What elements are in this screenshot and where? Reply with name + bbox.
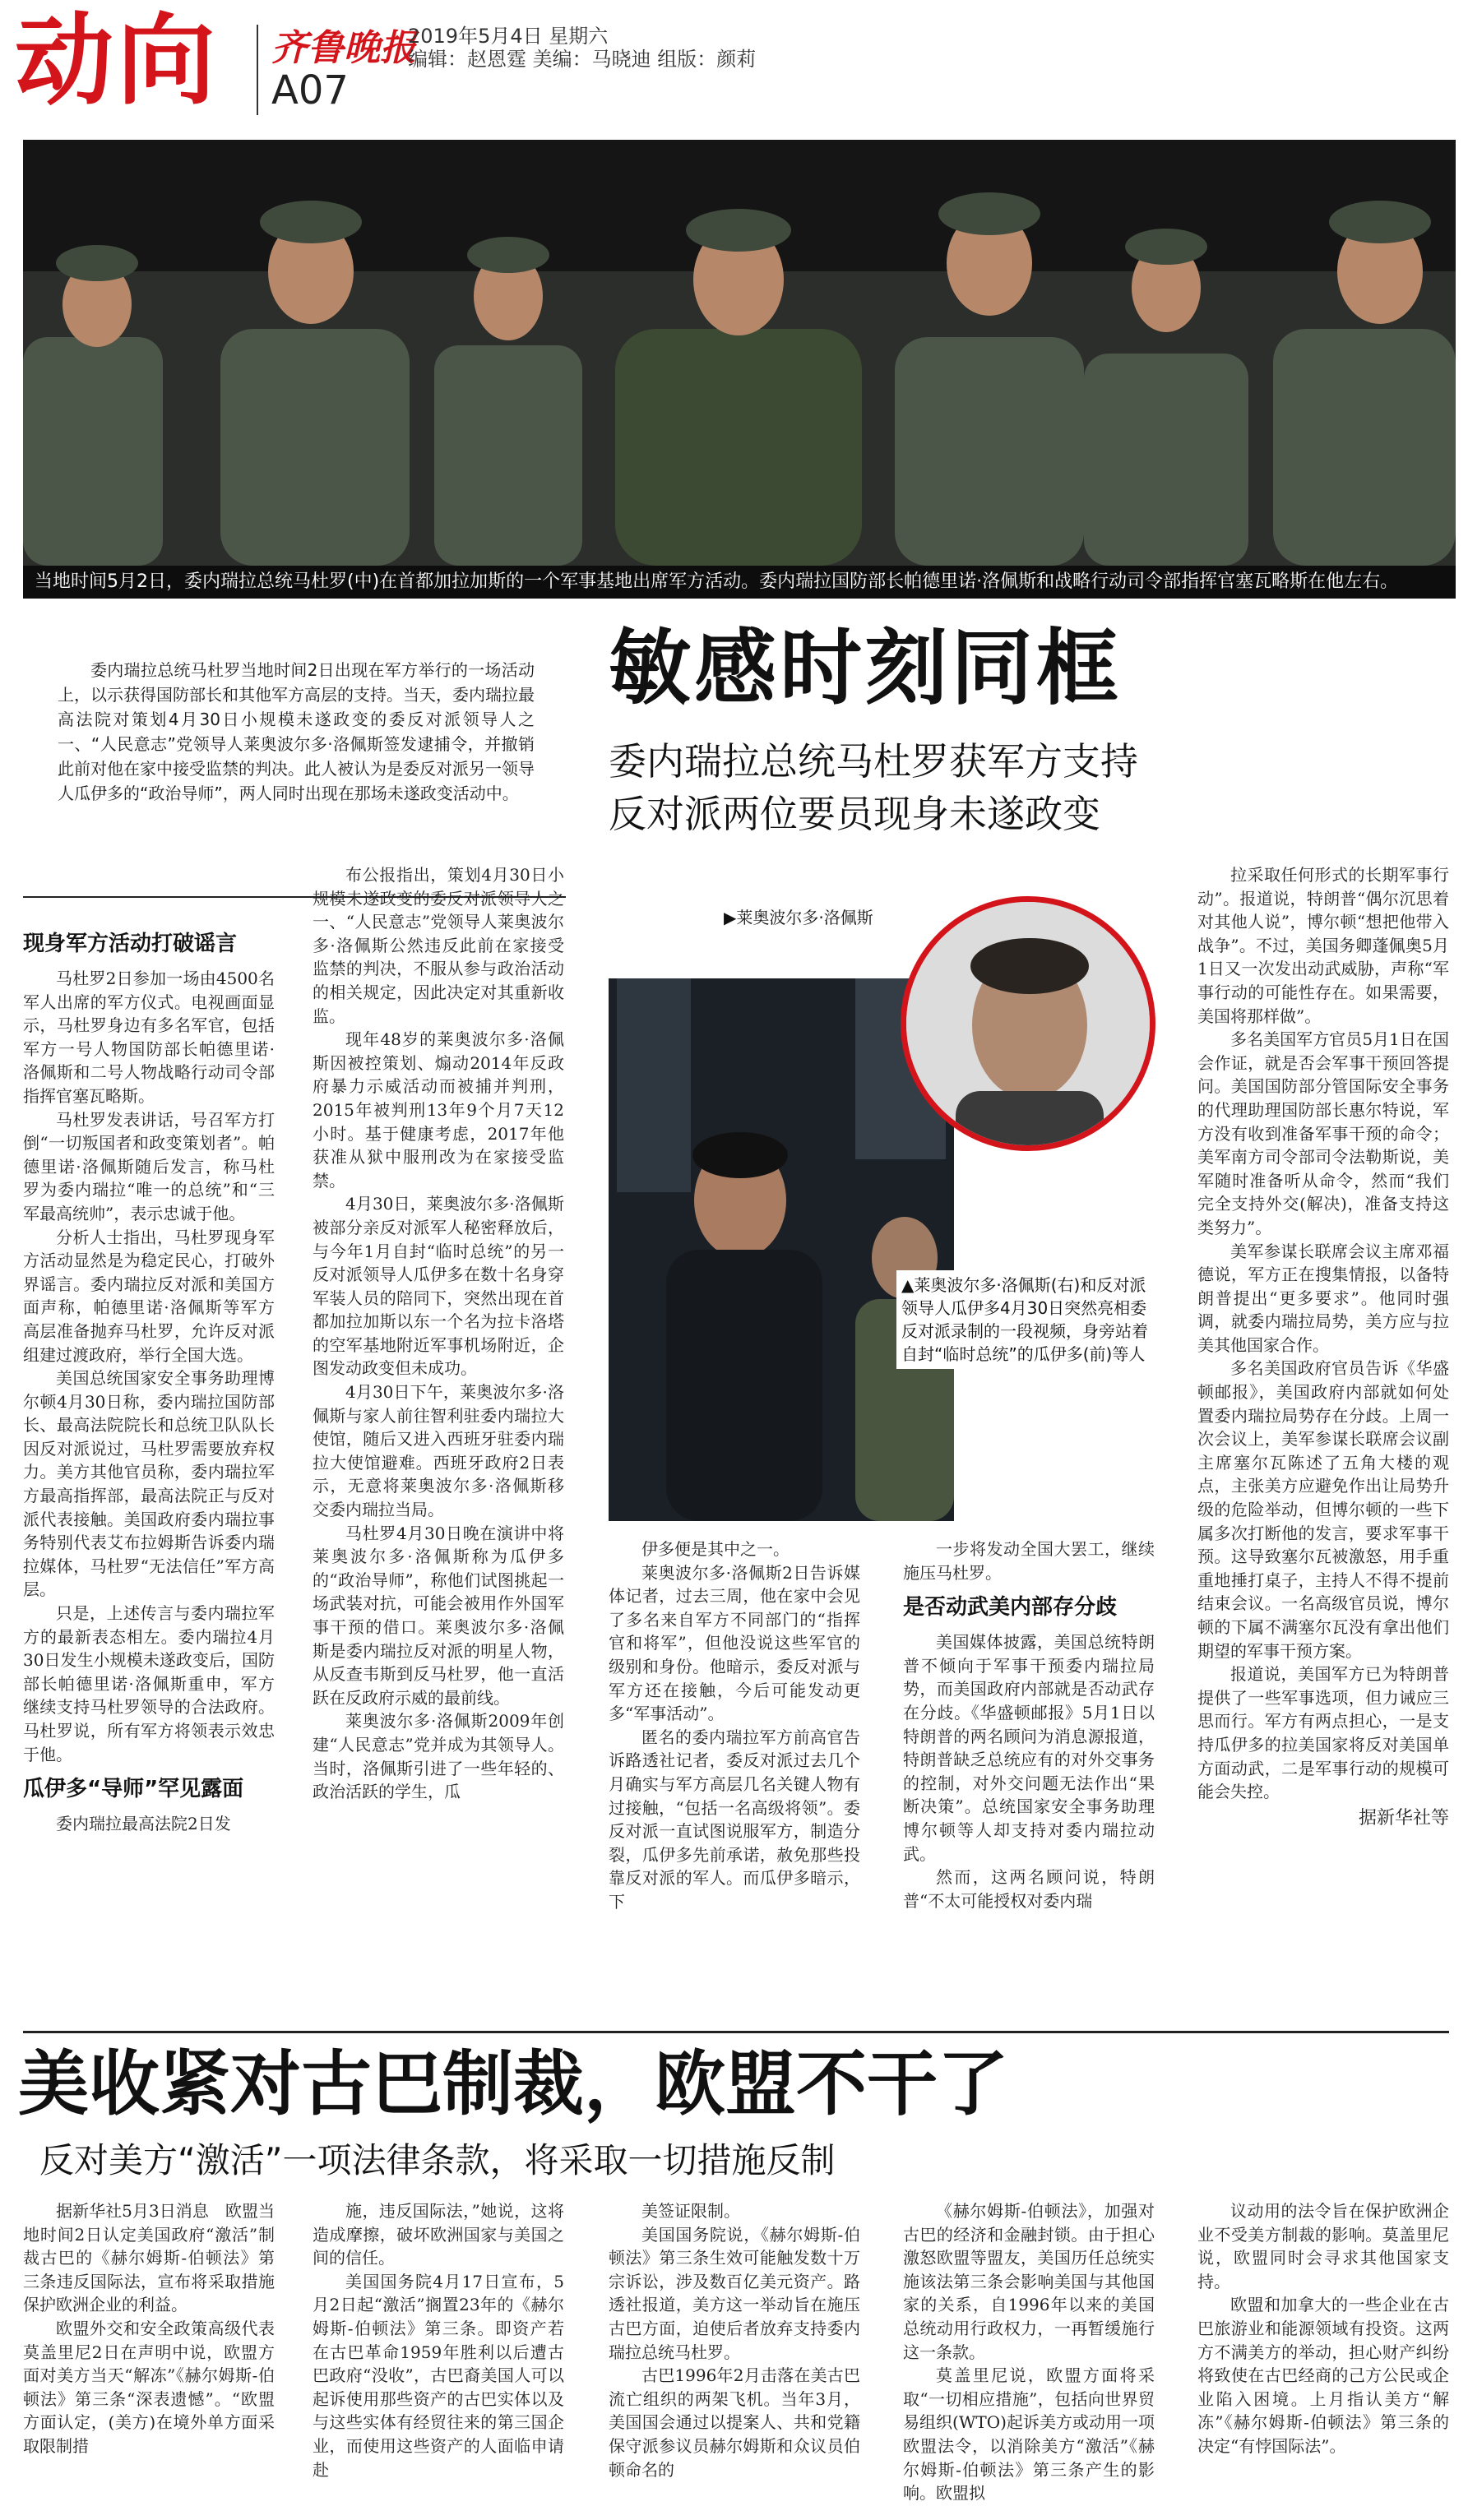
paragraph: 美国国务院说，《赫尔姆斯-伯顿法》第三条生效可能触发数十万宗诉讼，涉及数百亿美元资产。路透社报道，美方这一举动旨在施压古巴方面，迫使后者放弃支持委内瑞拉总统马杜罗。 (609, 2224, 860, 2362)
paragraph: 美军参谋长联席会议主席邓福德说，军方正在搜集情报，以备特朗普提出“更多要求”。他同时强调，就委内瑞拉局势，美方应与拉美其他国家合作。 (1197, 1241, 1449, 1355)
masthead-divider (257, 25, 258, 115)
paragraph: 马杜罗2日参加一场由4500名军人出席的军方仪式。电视画面显示，马杜罗身边有多名军官，包括军方一号人物国防部长帕德里诺·洛佩斯和二号人物战略行动司令部指挥官塞瓦略斯。 (23, 969, 275, 1106)
lopez-portrait (901, 896, 1155, 1151)
paragraph: 《赫尔姆斯-伯顿法》，加强对古巴的经济和金融封锁。由于担心激怒欧盟等盟友，美国历任总统实施该法第三条会影响美国与其他国家的关系，自1996年以来的美国总统动用行政权力，一再暂缓施行这一条款。 (903, 2201, 1155, 2362)
source-credit: 据新华社等 (1358, 1807, 1449, 1829)
top-photo-caption: 当地时间5月2日，委内瑞拉总统马杜罗(中)在首都加拉加斯的一个军事基地出席军方活动。委内瑞拉国防部长帕德里诺·洛佩斯和战略行动司令部指挥官塞瓦略斯在他左右。 (23, 566, 1456, 599)
story1-headline: 敏感时刻同框 (609, 620, 1122, 716)
paragraph: 古巴1996年2月击落在美古巴流亡组织的两架飞机。当年3月，美国国会通过以提案人、共和党籍保守派参议员赫尔姆斯和众议员伯顿命名的 (609, 2365, 860, 2480)
paragraph: 布公报指出，策划4月30日小规模未遂政变的委反对派领导人之一、“人民意志”党领导人莱奥波尔多·洛佩斯公然违反此前在家接受监禁的判决，不服从参与政治活动的相关规定，因此决定对其重新收监。 (313, 865, 564, 1026)
video-still-caption: ▲莱奥波尔多·洛佩斯(右)和反对派领导人瓜伊多4月30日突然亮相委反对派录制的一段视频，身旁站着自封“临时总统”的瓜伊多(前)等人 (896, 1270, 1153, 1369)
paragraph: 据新华社5月3日消息 欧盟当地时间2日认定美国政府“激活”制裁古巴的《赫尔姆斯-伯顿法》第三条违反国际法，宣布将采取措施保护欧洲企业的利益。 (23, 2201, 275, 2315)
paragraph: 马杜罗4月30日晚在演讲中将莱奥波尔多·洛佩斯称为瓜伊多的“政治导师”，称他们试图挑起一场武装对抗，可能会被用作外国军事干预的借口。莱奥波尔多·洛佩斯是委内瑞拉反对派的明星人物，从反查韦斯到反马杜罗，他一直活跃在反政府示威的最前线。 (313, 1523, 564, 1708)
paragraph: 美国国务院4月17日宣布，5月2日起“激活”搁置23年的《赫尔姆斯-伯顿法》第三条。即资产若在古巴革命1959年胜利以后遭古巴政府“没收”，古巴裔美国人可以起诉使用那些资产的古巴实体以及与这些实体有经贸往来的第三国企业，而使用这些资产的人面临申请赴 (313, 2271, 564, 2480)
subheading: 现身军方活动打破谣言 (23, 932, 238, 956)
paragraph: 4月30日，莱奥波尔多·洛佩斯被部分亲反对派军人秘密释放后，与今年1月自封“临时总统”的另一反对派领导人瓜伊多在数十名身穿军装人员的陪同下，突然出现在首都加拉加斯以东一个名为拉卡洛塔的空军基地附近军事机场附近，企图发动政变但未成功。 (313, 1194, 564, 1379)
story2-column-5 (1197, 2199, 1449, 2512)
page-number: A07 (271, 67, 349, 113)
paragraph: 多名美国政府官员告诉《华盛顿邮报》，美国政府内部就如何处置委内瑞拉局势存在分歧。上周一次会议上，美军参谋长联席会议副主席塞尔瓦陈述了五角大楼的观点，主张美方应避免作出让局势升级的危险举动，但博尔顿的一些下属多次打断他的发言，要求军事干预。这导致塞尔瓦被激怒，用手重重地捶打桌子，主持人不得不提前结束会议。一名高级官员说，博尔顿的下属不满塞尔瓦没有拿出他们期望的军事干预方案。 (1197, 1358, 1449, 1661)
paragraph: 欧盟外交和安全政策高级代表莫盖里尼2日在声明中说，欧盟方面对美方当天“解冻”《赫尔姆斯-伯顿法》第三条“深表遗憾”。“欧盟方面认定，(美方)在境外单方面采取限制措 (23, 2318, 275, 2456)
paragraph: 匿名的委内瑞拉军方前高官告诉路透社记者，委反对派过去几个月确实与军方高层几名关键人物有过接触，“包括一名高级将领”。委反对派一直试图说服军方，制造分裂，瓜伊多先前承诺，赦免那些投靠反对派的军人。而瓜伊多暗示，下 (609, 1727, 860, 1912)
story-divider (23, 2031, 1449, 2033)
paragraph: 美国媒体披露，美国总统特朗普不倾向于军事干预委内瑞拉局势，而美国政府内部就是否动武存在分歧。《华盛顿邮报》5月1日以特朗普的两名顾问为消息源报道，特朗普缺乏总统应有的对外交事务的控制，对外交问题无法作出“果断决策”。总统国家安全事务助理博尔顿等人却支持对委内瑞拉动武。 (903, 1632, 1155, 1864)
paragraph: 然而，这两名顾问说，特朗普“不太可能授权对委内瑞 (903, 1867, 1155, 1911)
subheading: 是否动武美内部存分歧 (903, 1595, 1118, 1621)
paragraph: 4月30日下午，莱奥波尔多·洛佩斯与家人前往智利驻委内瑞拉大使馆，随后又进入西班牙驻委内瑞拉大使馆避难。西班牙政府2日表示，无意将莱奥波尔多·洛佩斯移交委内瑞拉当局。 (313, 1382, 564, 1520)
paragraph: 施，违反国际法，”她说，这将造成摩擦，破坏欧洲国家与美国之间的信任。 (313, 2201, 564, 2268)
paragraph: 马杜罗发表讲话，号召军方打倒“一切叛国者和政变策划者”。帕德里诺·洛佩斯随后发言，称马杜罗为委内瑞拉“唯一的总统”和“三军最高统帅”，表示忠诚于他。 (23, 1109, 275, 1223)
subheading: 瓜伊多“导师”罕见露面 (23, 1777, 244, 1802)
portrait-label: ▶莱奥波尔多·洛佩斯 (724, 908, 873, 927)
story1-column-2 (313, 863, 564, 2014)
paragraph: 只是，上述传言与委内瑞拉军方的最新表态相左。委内瑞拉4月30日发生小规模未遂政变后，国防部长帕德里诺·洛佩斯重申，军方继续支持马杜罗领导的合法政府。马杜罗说，所有军方将领表示效忠于他。 (23, 1603, 275, 1764)
top-photo (23, 140, 1456, 566)
story2-subhead: 反对美方“激活”一项法律条款，将采取一切措施反制 (39, 2140, 836, 2180)
paragraph: 美国总统国家安全事务助理博尔顿4月30日称，委内瑞拉国防部长、最高法院院长和总统卫队队长因反对派说过，马杜罗需要放弃权力。美方其他官员称，委内瑞拉军方最高指挥部，最高法院正与反对派代表接触。美国政府委内瑞拉事务特别代表艾布拉姆斯告诉委内瑞拉媒体，马杜罗“无法信任”军方高层。 (23, 1368, 275, 1600)
story1-subhead-2: 反对派两位要员现身未遂政变 (609, 792, 1100, 836)
video-still-photo (609, 978, 954, 1521)
story1-subhead-1: 委内瑞拉总统马杜罗获军方支持 (609, 739, 1138, 784)
paragraph: 议动用的法令旨在保护欧洲企业不受美方制裁的影响。莫盖里尼说，欧盟同时会寻求其他国家支持。 (1197, 2201, 1449, 2291)
newspaper-brand: 齐鲁晚报 (271, 27, 416, 69)
paragraph: 美签证限制。 (641, 2201, 740, 2221)
paragraph: 拉采取任何形式的长期军事行动”。报道说，特朗普“偶尔沉思着对其他人说”，博尔顿“想把他带入战争”。不过，美国务卿蓬佩奥5月1日又一次发出动武威胁，声称“军事行动的可能性存在。如果需要，美国将那样做”。 (1197, 865, 1449, 1026)
paragraph: 欧盟和加拿大的一些企业在古巴旅游业和能源领域有投资。这两方不满美方的举动，担心财产纠纷将致使在古巴经商的己方公民或企业陷入困境。上月指认美方“解冻”《赫尔姆斯-伯顿法》第三条的决定“有悖国际法”。 (1197, 2295, 1449, 2456)
date-line: 2019年5月4日 星期六 (408, 25, 609, 48)
paragraph: 莱奥波尔多·洛佩斯2009年创建“人民意志”党并成为其领导人。当时，洛佩斯引进了一些年轻的、政治活跃的学生，瓜 (313, 1711, 564, 1802)
story1-column-5 (1197, 863, 1449, 2023)
editor-line: 编辑：赵恩霆 美编：马晓迪 组版：颜莉 (408, 48, 757, 71)
paragraph: 伊多便是其中之一。 (641, 1539, 790, 1559)
story2-headline: 美收紧对古巴制裁，欧盟不干了 (18, 2043, 1008, 2125)
section-name: 动向 (15, 4, 219, 118)
paragraph: 多名美国军方官员5月1日在国会作证，就是否会军事干预回答提问。美国国防部分管国际安全事务的代理助理国防部长惠尔特说，军方没有收到准备军事干预的命令；美军南方司令部司令法勒斯说，美军随时准备听从命令，然而“我们完全支持外交(解决)，准备支持这类努力”。 (1197, 1029, 1449, 1237)
paragraph: 现年48岁的莱奥波尔多·洛佩斯因被控策划、煽动2014年反政府暴力示威活动而被捕并判刑，2015年被判刑13年9个月7天12小时。基于健康考虑，2017年他获准从狱中服刑改为在家接受监禁。 (313, 1029, 564, 1191)
paragraph: 报道说，美国军方已为特朗普提供了一些军事选项，但力诫应三思而行。军方有两点担心，一是支持瓜伊多的拉美国家将反对美国单方面动武，二是军事行动的规模可能会失控。 (1197, 1664, 1449, 1802)
story1-column-4 (903, 1537, 1155, 2014)
story1-column-1 (23, 921, 275, 2023)
story1-column-3 (609, 1537, 860, 2014)
story2-column-4 (903, 2199, 1155, 2512)
story2-column-1 (23, 2199, 275, 2512)
paragraph: 分析人士指出，马杜罗现身军方活动显然是为稳定民心，打破外界谣言。委内瑞拉反对派和美国方面声称，帕德里诺·洛佩斯等军方高层准备抛弃马杜罗，允许反对派组建过渡政府，举行全国大选。 (23, 1227, 275, 1365)
story1-lead: 委内瑞拉总统马杜罗当地时间2日出现在军方举行的一场活动上，以示获得国防部长和其他军方高层的支持。当天，委内瑞拉最高法院对策划4月30日小规模未遂政变的委反对派领导人之一、“人民意志”党领导人莱奥波尔多·洛佩斯签发逮捕令，并撤销此前对他在家中接受监禁的判决。此人被认为是委反对派另一领导人瓜伊多的“政治导师”，两人同时出现在那场未遂政变活动中。 (58, 660, 535, 803)
paragraph: 莱奥波尔多·洛佩斯2日告诉媒体记者，过去三周，他在家中会见了多名来自军方不同部门的“指挥官和将军”，但他没说这些军官的级别和身份。他暗示，委反对派与军方还在接触，今后可能发动更多“军事活动”。 (609, 1562, 860, 1724)
story2-column-3 (609, 2199, 860, 2512)
story2-column-2 (313, 2199, 564, 2512)
paragraph: 莫盖里尼说，欧盟方面将采取“一切相应措施”，包括向世界贸易组织(WTO)起诉美方或动用一项欧盟法令，以消除美方“激活”《赫尔姆斯-伯顿法》第三条产生的影响。欧盟拟 (903, 2365, 1155, 2504)
paragraph: 委内瑞拉最高法院2日发 (56, 1814, 231, 1834)
paragraph: 一步将发动全国大罢工，继续施压马杜罗。 (903, 1539, 1155, 1583)
